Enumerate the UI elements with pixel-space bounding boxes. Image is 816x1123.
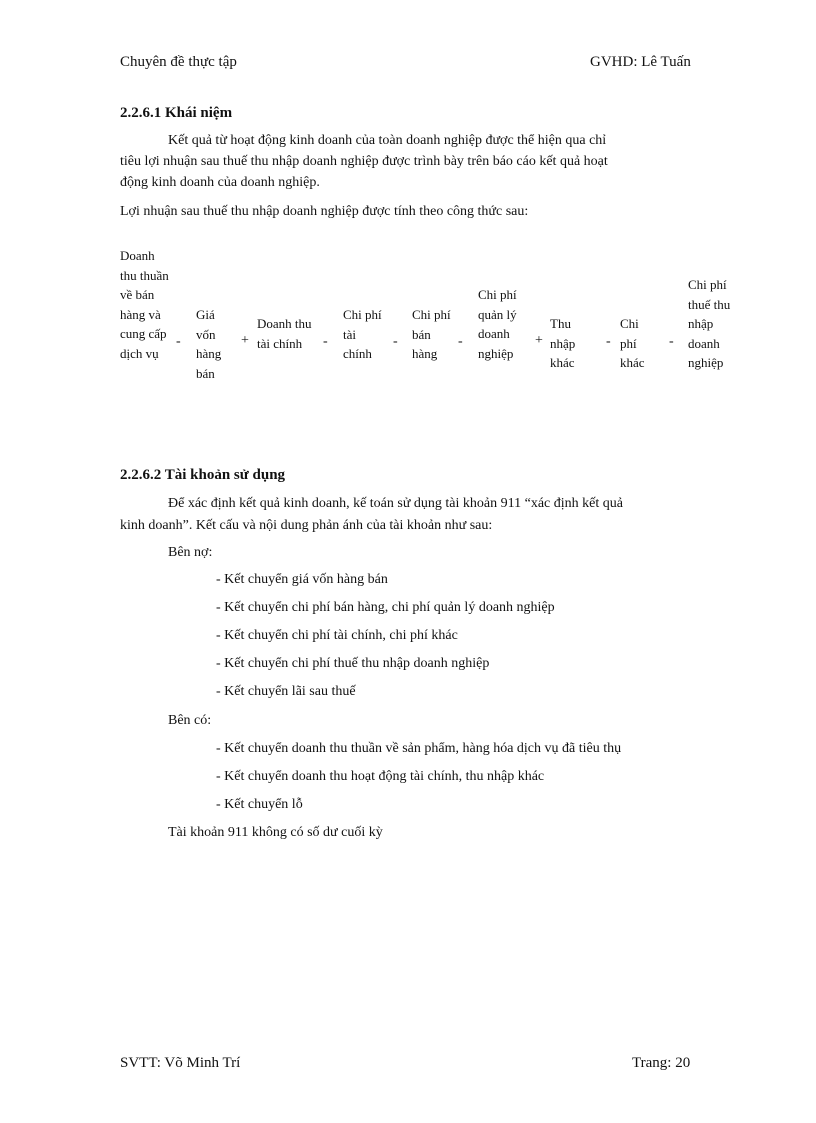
formula-term-net-revenue: Doanh thu thuần về bán hàng và cung cấp dịch vụ [120,248,169,361]
formula-term-other-cost: Chi phí khác [620,316,645,370]
header-right: GVHD: Lê Tuấn [590,54,691,70]
section-heading-khai-niem: 2.2.6.1 Khái niệm [120,105,233,121]
formula-operator: - [323,334,328,349]
list-item: - Kết chuyển chi phí thuế thu nhập doanh nghiệp [216,656,490,671]
formula-term-cogs: Giá vốn hàng bán [196,307,222,381]
paragraph-line: Để xác định kết quả kinh doanh, kế toán sử dụng tài khoản 911 “xác định kết quả [168,496,623,511]
paragraph-line: tiêu lợi nhuận sau thuế thu nhập doanh nghiệp được trình bày trên báo cáo kết quả hoạt [120,154,608,169]
formula-operator: - [176,334,181,349]
section-heading-tai-khoan: 2.2.6.2 Tài khoản sử dụng [120,467,286,483]
list-item: - Kết chuyển doanh thu hoạt động tài chính, thu nhập khác [216,769,545,784]
credit-label: Bên có: [168,713,212,728]
debit-label: Bên nợ: [168,545,213,560]
closing-note: Tài khoản 911 không có số dư cuối kỳ [168,825,383,840]
list-item: - Kết chuyển doanh thu thuần về sản phẩm, hàng hóa dịch vụ đã tiêu thụ [216,741,622,756]
formula-operator: - [669,334,674,349]
list-item: - Kết chuyển chi phí tài chính, chi phí khác [216,628,458,643]
formula-intro: Lợi nhuận sau thuế thu nhập doanh nghiệp được tính theo công thức sau: [120,204,529,219]
formula-operator: - [458,334,463,349]
list-item: - Kết chuyển giá vốn hàng bán [216,572,388,587]
formula-term-admin-cost: Chi phí quản lý doanh nghiệp [478,287,517,361]
formula-operator: - [393,334,398,349]
paragraph-line: kinh doanh”. Kết cấu và nội dung phản ánh của tài khoản như sau: [120,518,493,533]
paragraph-line: Kết quả từ hoạt động kinh doanh của toàn doanh nghiệp được thể hiện qua chỉ [168,133,607,148]
formula-term-other-income: Thu nhập khác [550,316,576,370]
list-item: - Kết chuyển chi phí bán hàng, chi phí quản lý doanh nghiệp [216,600,555,615]
formula-term-selling-cost: Chi phí bán hàng [412,307,451,361]
formula-operator: + [241,333,249,348]
footer-left: SVTT: Võ Minh Trí [120,1055,241,1071]
footer-right: Trang: 20 [632,1055,691,1071]
formula-operator: + [535,333,543,348]
formula-term-financial-cost: Chi phí tài chính [343,307,382,361]
list-item: - Kết chuyển lỗ [216,797,303,812]
paragraph-line: động kinh doanh của doanh nghiệp. [120,175,320,190]
header-left: Chuyên đề thực tập [120,54,237,70]
list-item: - Kết chuyển lãi sau thuế [216,684,356,699]
formula-operator: - [606,334,611,349]
formula-term-financial-revenue: Doanh thu tài chính [257,316,312,351]
formula-term-income-tax: Chi phí thuế thu nhập doanh nghiệp [688,277,731,370]
